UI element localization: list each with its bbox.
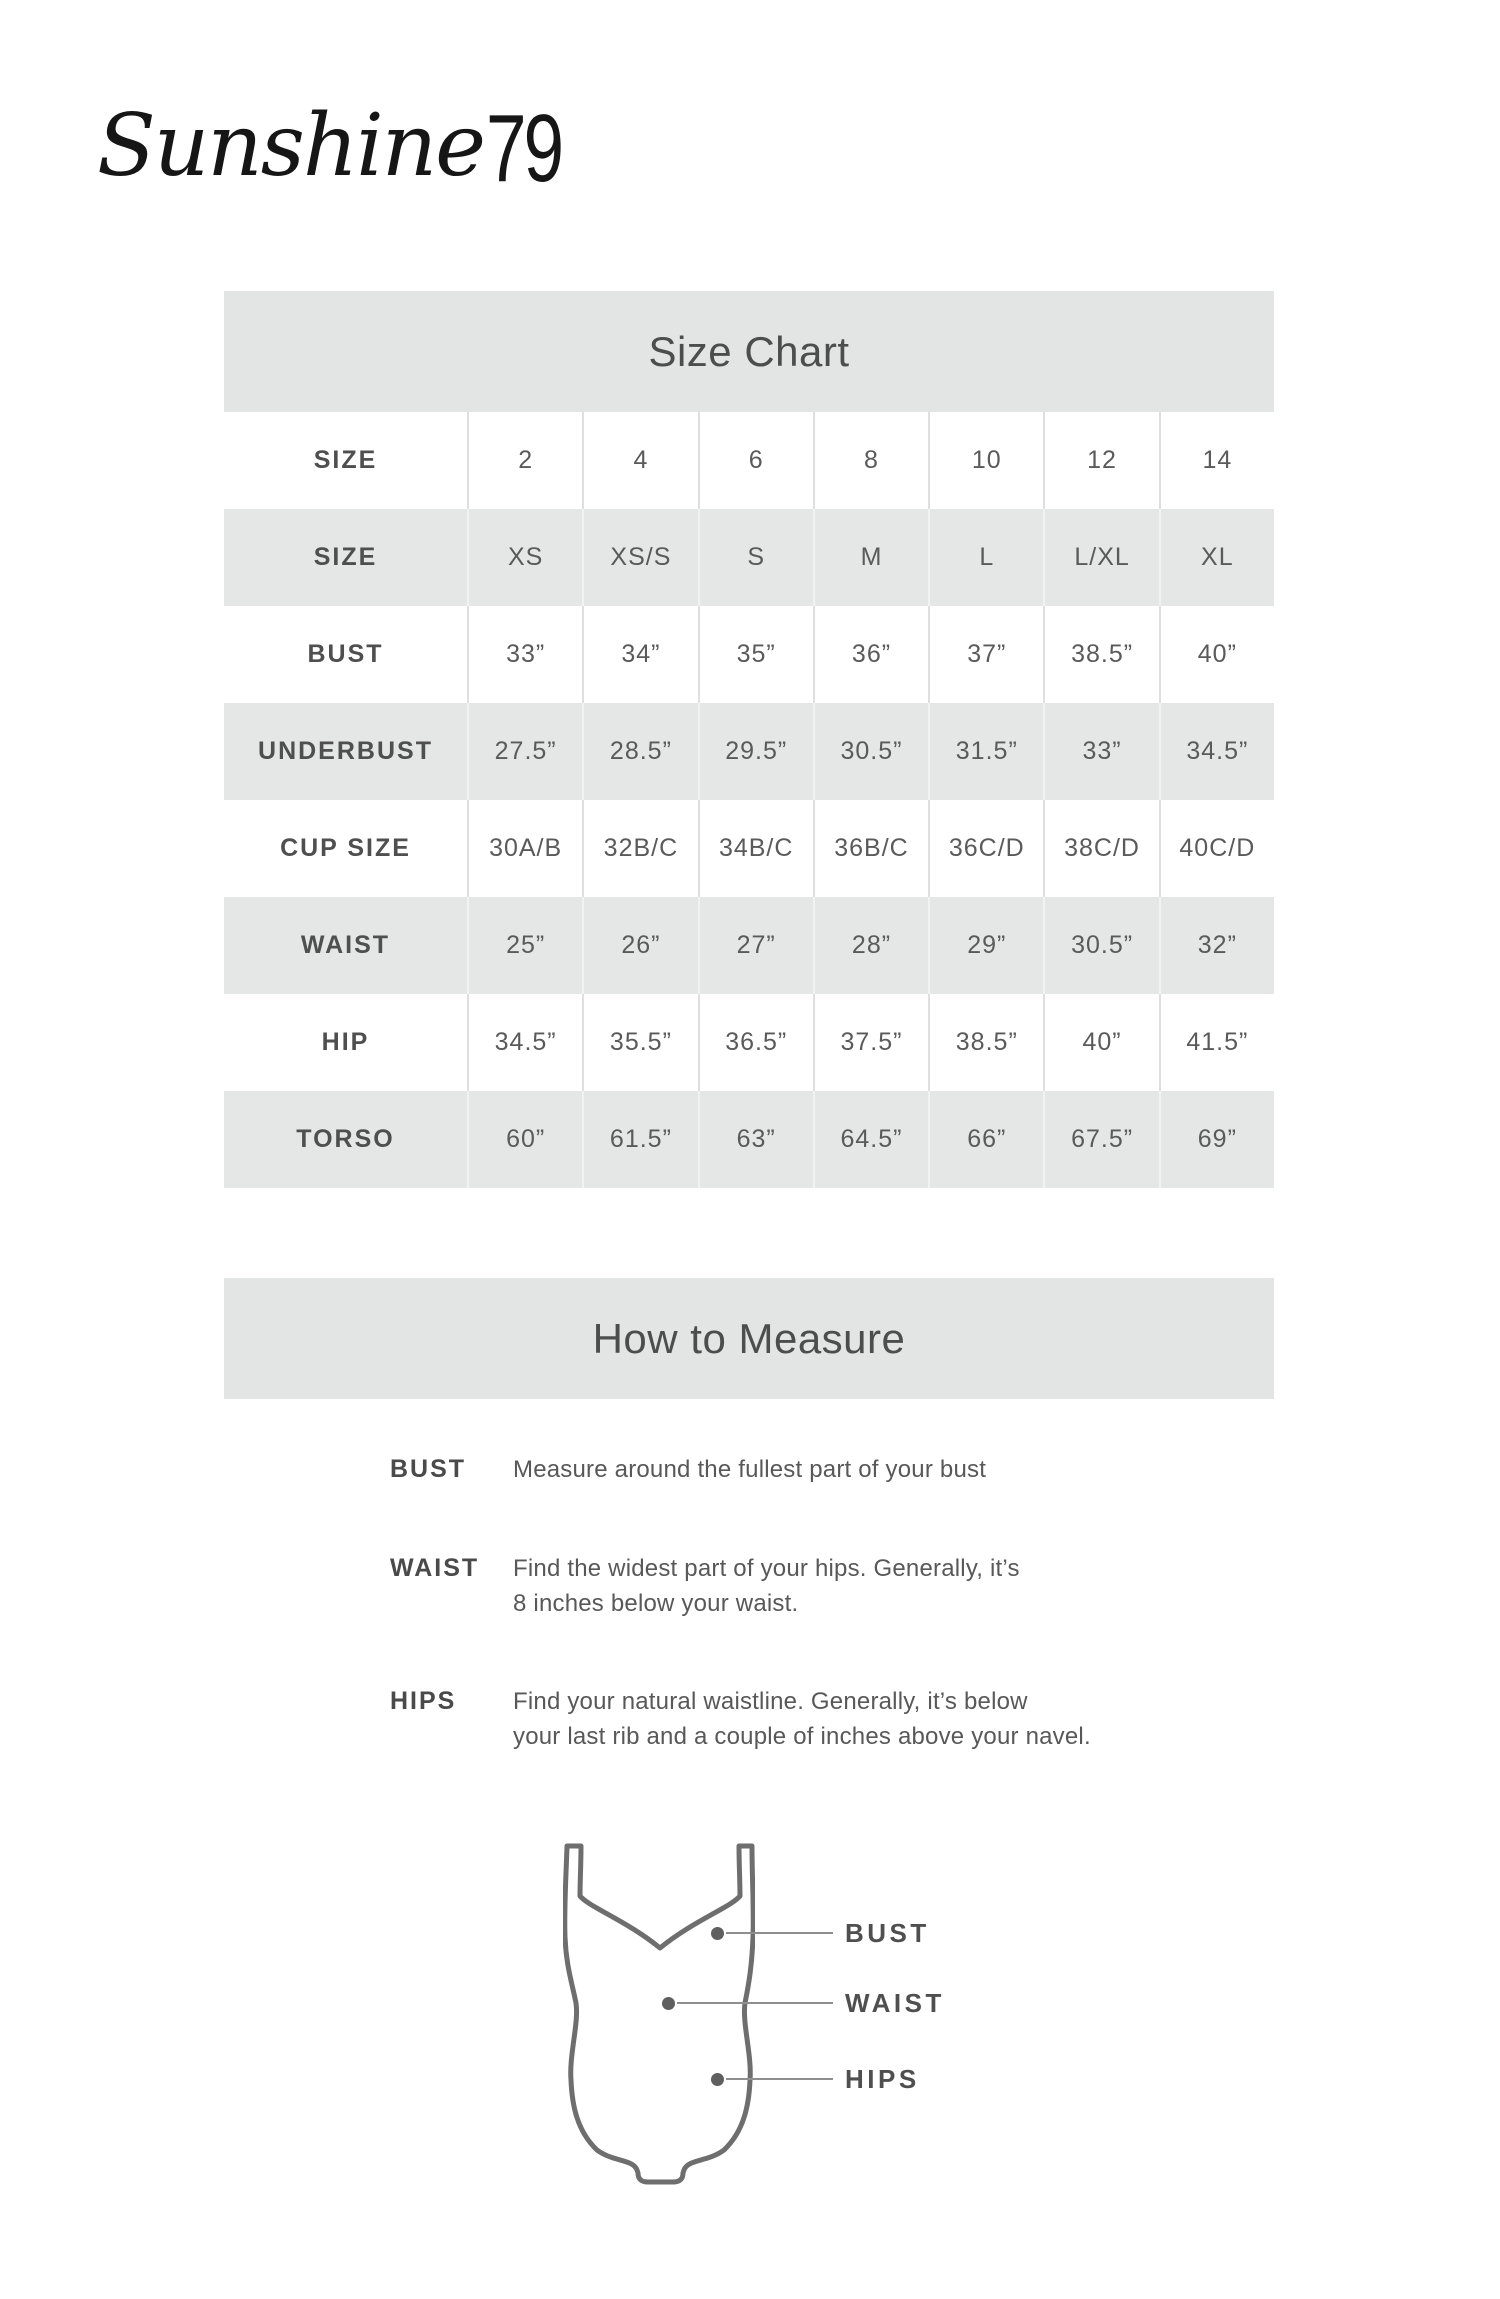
row-label: CUP SIZE (280, 834, 411, 862)
table-cell: 12 (1043, 412, 1158, 509)
table-cell: 30A/B (467, 800, 582, 897)
brand-logo-number: 79 (486, 95, 562, 202)
table-cell: 27.5” (467, 703, 582, 800)
diagram-label-hips: HIPS (845, 2064, 920, 2094)
row-label: TORSO (296, 1125, 395, 1153)
table-cell: 38.5” (1043, 606, 1158, 703)
table-cell: 38C/D (1043, 800, 1158, 897)
table-cell: 64.5” (813, 1091, 928, 1188)
table-row-cup-size (224, 800, 1274, 897)
table-cell: 34.5” (1159, 703, 1274, 800)
table-cell: L (928, 509, 1043, 606)
table-cell: 37” (928, 606, 1043, 703)
bust-marker-dot (711, 1927, 724, 1940)
table-cell: 28” (813, 897, 928, 994)
row-label: SIZE (313, 543, 378, 571)
table-cell: 33” (467, 606, 582, 703)
table-cell: 31.5” (928, 703, 1043, 800)
table-cell: 61.5” (582, 1091, 697, 1188)
hips-connector-line (726, 2078, 833, 2080)
waist-connector-line (677, 2002, 833, 2004)
table-cell: 6 (698, 412, 813, 509)
how-to-measure-header (224, 1278, 1274, 1399)
table-cell: 40C/D (1159, 800, 1274, 897)
measure-label: WAIST (390, 1554, 480, 1582)
waist-marker-dot (662, 1997, 675, 2010)
measure-label: HIPS (390, 1687, 457, 1715)
diagram-label-waist: WAIST (845, 1988, 945, 2018)
table-cell: XL (1159, 509, 1274, 606)
table-cell: 4 (582, 412, 697, 509)
size-chart-header (224, 291, 1274, 412)
table-cell: 28.5” (582, 703, 697, 800)
table-cell: 14 (1159, 412, 1274, 509)
table-cell: M (813, 509, 928, 606)
swimsuit-outline-icon (563, 1843, 755, 2185)
measure-description (513, 1551, 1020, 1621)
measurement-diagram (540, 1820, 1140, 2240)
table-row-underbust (224, 703, 1274, 800)
table-cell: XS (467, 509, 582, 606)
table-cell: 66” (928, 1091, 1043, 1188)
table-cell: 2 (467, 412, 582, 509)
table-row-size-letter (224, 509, 1274, 606)
measure-item-bust (390, 1452, 986, 1487)
how-to-measure-title: How to Measure (592, 1314, 906, 1362)
measure-item-waist (390, 1551, 1020, 1621)
table-cell: 60” (467, 1091, 582, 1188)
size-chart-table (224, 412, 1274, 1188)
table-row-hip (224, 994, 1274, 1091)
table-cell: 36” (813, 606, 928, 703)
table-cell: 27” (698, 897, 813, 994)
table-row-bust (224, 606, 1274, 703)
size-chart-title: Size Chart (648, 327, 850, 375)
measure-description-line: your last rib and a couple of inches above your navel. (513, 1723, 1091, 1750)
measure-description-line: 8 inches below your waist. (513, 1590, 799, 1617)
table-cell: 34.5” (467, 994, 582, 1091)
table-row-size-number (224, 412, 1274, 509)
measure-description (513, 1684, 1091, 1754)
brand-logo-script: Sunshine (97, 96, 484, 196)
table-cell: 36C/D (928, 800, 1043, 897)
table-cell: L/XL (1043, 509, 1158, 606)
row-label: BUST (307, 640, 384, 668)
brand-logo (97, 86, 585, 206)
table-row-waist (224, 897, 1274, 994)
row-label: SIZE (313, 446, 378, 474)
table-cell: 10 (928, 412, 1043, 509)
table-cell: 25” (467, 897, 582, 994)
table-cell: 33” (1043, 703, 1158, 800)
measure-description-line: Measure around the fullest part of your bust (513, 1456, 987, 1483)
hips-marker-dot (711, 2073, 724, 2086)
table-row-torso (224, 1091, 1274, 1188)
table-cell: 37.5” (813, 994, 928, 1091)
table-cell: 40” (1159, 606, 1274, 703)
table-cell: 34” (582, 606, 697, 703)
row-label: HIP (321, 1028, 370, 1056)
table-cell: 34B/C (698, 800, 813, 897)
table-cell: 40” (1043, 994, 1158, 1091)
table-cell: 36B/C (813, 800, 928, 897)
table-cell: 63” (698, 1091, 813, 1188)
table-cell: 35.5” (582, 994, 697, 1091)
table-cell: 69” (1159, 1091, 1274, 1188)
table-cell: 67.5” (1043, 1091, 1158, 1188)
table-cell: 30.5” (1043, 897, 1158, 994)
table-cell: 32B/C (582, 800, 697, 897)
measure-label: BUST (390, 1455, 467, 1483)
bust-connector-line (726, 1932, 833, 1934)
table-cell: 26” (582, 897, 697, 994)
table-cell: 36.5” (698, 994, 813, 1091)
table-cell: 32” (1159, 897, 1274, 994)
table-cell: 30.5” (813, 703, 928, 800)
table-cell: S (698, 509, 813, 606)
table-cell: 35” (698, 606, 813, 703)
table-cell: 29.5” (698, 703, 813, 800)
row-label: WAIST (300, 931, 391, 959)
measure-description-line: Find your natural waistline. Generally, it’s below (513, 1688, 1028, 1715)
table-cell: XS/S (582, 509, 697, 606)
row-label: UNDERBUST (258, 737, 433, 765)
table-cell: 41.5” (1159, 994, 1274, 1091)
table-cell: 29” (928, 897, 1043, 994)
measure-description-line: Find the widest part of your hips. Generally, it’s (513, 1555, 1020, 1582)
diagram-label-bust: BUST (845, 1918, 930, 1948)
table-cell: 8 (813, 412, 928, 509)
measure-item-hips (390, 1684, 1091, 1754)
table-cell: 38.5” (928, 994, 1043, 1091)
measure-description (513, 1452, 986, 1487)
